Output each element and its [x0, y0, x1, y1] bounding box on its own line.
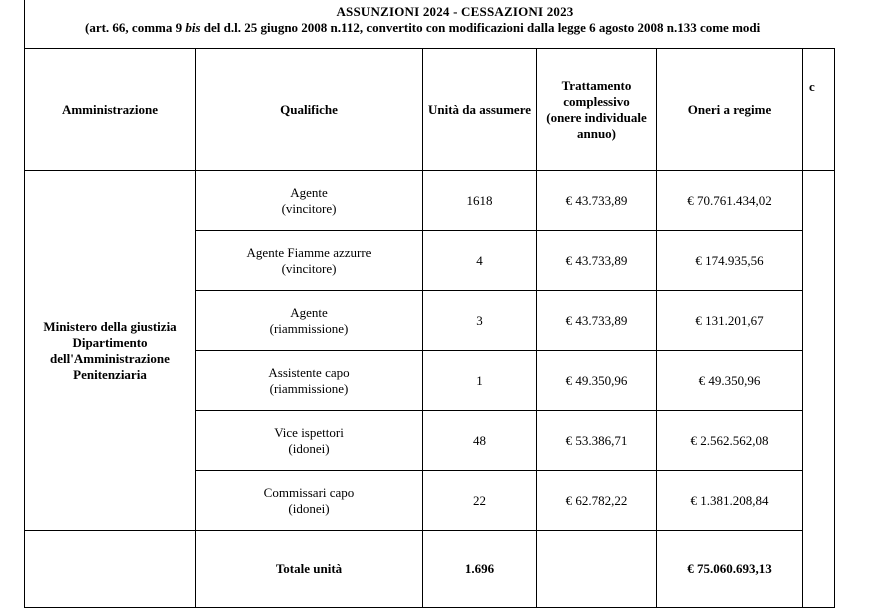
qualification-status: (idonei) — [288, 440, 330, 456]
qualification-status: (vincitore) — [281, 200, 337, 216]
header-treatment — [537, 49, 657, 171]
treatment-cell: € 43.733,89 — [537, 291, 657, 351]
units-cell: 1618 — [423, 171, 537, 231]
charges-cell: € 2.562.562,08 — [657, 411, 803, 471]
qualification-name: Agente — [290, 184, 328, 200]
qualification-name: Vice ispettori — [274, 424, 344, 440]
qualification-name: Assistente capo — [268, 364, 350, 380]
units-cell: 1 — [423, 351, 537, 411]
administration-line: dell'Amministrazione — [50, 350, 170, 366]
header-treatment-line: complessivo — [563, 93, 630, 109]
document-title: ASSUNZIONI 2024 - CESSAZIONI 2023 — [336, 4, 574, 19]
header-administration: Amministrazione — [25, 49, 196, 171]
totals-treatment — [537, 531, 657, 608]
charges-cell: € 174.935,56 — [657, 231, 803, 291]
hiring-table — [24, 48, 835, 608]
header-charges: Oneri a regime — [657, 49, 803, 171]
qualification-status: (idonei) — [288, 500, 330, 516]
table-row — [25, 171, 835, 231]
qualification-cell — [196, 231, 423, 291]
units-cell: 22 — [423, 471, 537, 531]
totals-row — [25, 531, 835, 608]
qualification-cell — [196, 351, 423, 411]
charges-cell: € 49.350,96 — [657, 351, 803, 411]
qualification-name: Agente Fiamme azzurre — [246, 244, 372, 260]
charges-cell: € 131.201,67 — [657, 291, 803, 351]
units-cell: 3 — [423, 291, 537, 351]
treatment-cell: € 43.733,89 — [537, 171, 657, 231]
extra-cell — [803, 171, 835, 608]
qualification-cell — [196, 291, 423, 351]
administration-line: Dipartimento — [72, 334, 148, 350]
charges-cell: € 70.761.434,02 — [657, 171, 803, 231]
treatment-cell: € 53.386,71 — [537, 411, 657, 471]
totals-charges: € 75.060.693,13 — [657, 531, 803, 608]
qualification-cell — [196, 471, 423, 531]
units-cell: 48 — [423, 411, 537, 471]
header-qualifications: Qualifiche — [196, 49, 423, 171]
table-header-row — [25, 49, 835, 171]
subtitle-italic: bis — [185, 20, 201, 35]
totals-units: 1.696 — [423, 531, 537, 608]
header-extra: c — [803, 49, 835, 171]
qualification-status: (riammissione) — [269, 320, 349, 336]
totals-empty-cell — [25, 531, 196, 608]
header-treatment-line: (onere individuale — [546, 109, 647, 125]
treatment-cell: € 62.782,22 — [537, 471, 657, 531]
header-units: Unità da assumere — [423, 49, 537, 171]
qualification-status: (riammissione) — [269, 380, 349, 396]
document-subtitle — [85, 20, 760, 36]
header-treatment-line: annuo) — [576, 125, 617, 141]
administration-line: Penitenziaria — [73, 366, 147, 382]
qualification-cell — [196, 171, 423, 231]
qualification-cell — [196, 411, 423, 471]
charges-cell: € 1.381.208,84 — [657, 471, 803, 531]
header-treatment-line: Trattamento — [561, 77, 632, 93]
qualification-name: Commissari capo — [263, 484, 355, 500]
treatment-cell: € 43.733,89 — [537, 231, 657, 291]
administration-line: Ministero della giustizia — [43, 318, 177, 334]
treatment-cell: € 49.350,96 — [537, 351, 657, 411]
qualification-name: Agente — [290, 304, 328, 320]
subtitle-prefix: (art. 66, comma 9 — [85, 20, 186, 35]
document-header — [24, 0, 815, 49]
totals-label: Totale unità — [196, 531, 423, 608]
units-cell: 4 — [423, 231, 537, 291]
administration-cell — [25, 171, 196, 531]
qualification-status: (vincitore) — [281, 260, 337, 276]
subtitle-suffix: del d.l. 25 giugno 2008 n.112, convertito con modificazioni dalla legge 6 agosto 2008 n.133 come modi — [200, 20, 761, 35]
